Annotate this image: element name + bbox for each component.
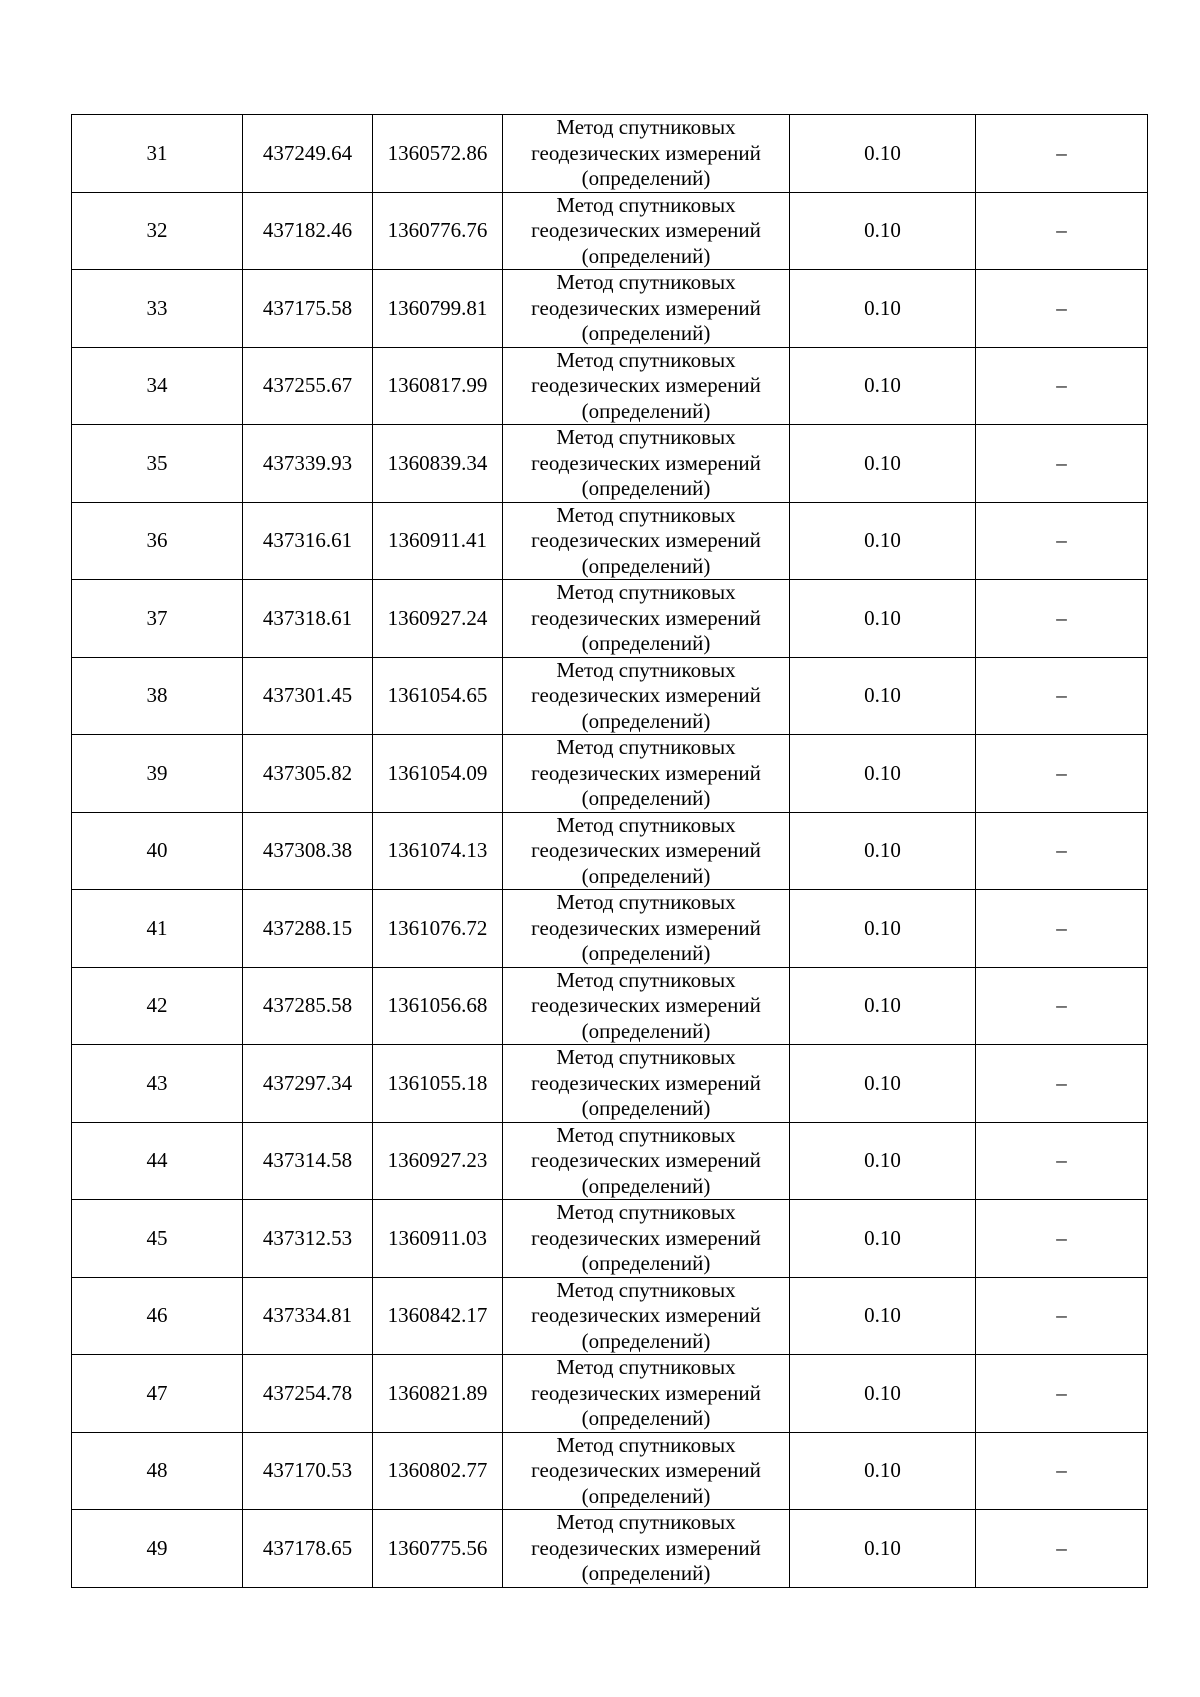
method-line: Метод спутниковых: [556, 812, 736, 837]
method-cell: [503, 192, 790, 270]
method-line: геодезических измерений: [531, 1070, 761, 1095]
accuracy-cell: 0.10: [790, 1277, 976, 1355]
method-cell: [503, 1510, 790, 1588]
method-line: Метод спутниковых: [556, 1510, 736, 1534]
coordinate-y-cell: 1361054.65: [373, 657, 503, 735]
table-row: [72, 1122, 1148, 1200]
table-row: [72, 347, 1148, 425]
table-row: [72, 1510, 1148, 1588]
method-cell: [503, 1122, 790, 1200]
description-cell: –: [976, 580, 1148, 658]
point-number-cell: 49: [72, 1510, 243, 1588]
point-number-cell: 45: [72, 1200, 243, 1278]
method-line: геодезических измерений: [531, 1458, 761, 1482]
method-line: Метод спутниковых: [556, 115, 736, 139]
table-row: [72, 1432, 1148, 1510]
method-cell: [503, 115, 790, 193]
method-line: (определений): [581, 476, 711, 500]
point-number-cell: 41: [72, 890, 243, 968]
method-line: (определений): [581, 1328, 711, 1353]
coordinate-x-cell: 437249.64: [243, 115, 373, 193]
table-row: [72, 1045, 1148, 1123]
point-number-cell: 48: [72, 1432, 243, 1510]
table-row: [72, 1355, 1148, 1433]
method-line: (определений): [581, 1251, 711, 1275]
method-line: геодезических измерений: [531, 1535, 761, 1560]
description-cell: –: [976, 735, 1148, 813]
coordinate-y-cell: 1360821.89: [373, 1355, 503, 1433]
method-line: (определений): [581, 1173, 711, 1198]
method-line: геодезических измерений: [531, 915, 761, 940]
accuracy-cell: 0.10: [790, 1510, 976, 1588]
description-cell: –: [976, 1277, 1148, 1355]
description-cell: –: [976, 1045, 1148, 1123]
method-line: Метод спутниковых: [556, 425, 736, 449]
coordinate-y-cell: 1360839.34: [373, 425, 503, 503]
accuracy-cell: 0.10: [790, 1432, 976, 1510]
method-line: геодезических измерений: [531, 838, 761, 862]
table-row: [72, 812, 1148, 890]
method-line: геодезических измерений: [531, 1303, 761, 1327]
coordinate-y-cell: 1360776.76: [373, 192, 503, 270]
table-row: [72, 580, 1148, 658]
method-line: (определений): [581, 786, 711, 810]
method-line: геодезических измерений: [531, 373, 761, 397]
coordinate-y-cell: 1360572.86: [373, 115, 503, 193]
coordinate-y-cell: 1360775.56: [373, 1510, 503, 1588]
description-cell: –: [976, 1510, 1148, 1588]
method-line: Метод спутниковых: [556, 1045, 736, 1069]
method-line: Метод спутниковых: [556, 192, 736, 217]
point-number-cell: 37: [72, 580, 243, 658]
coordinate-x-cell: 437314.58: [243, 1122, 373, 1200]
method-line: (определений): [581, 321, 711, 345]
description-cell: –: [976, 812, 1148, 890]
point-number-cell: 34: [72, 347, 243, 425]
method-line: геодезических измерений: [531, 450, 761, 475]
method-cell: [503, 1045, 790, 1123]
coordinate-x-cell: 437288.15: [243, 890, 373, 968]
coordinate-y-cell: 1361054.09: [373, 735, 503, 813]
method-line: Метод спутниковых: [556, 502, 736, 527]
description-cell: –: [976, 347, 1148, 425]
point-number-cell: 33: [72, 270, 243, 348]
table-row: [72, 502, 1148, 580]
point-number-cell: 42: [72, 967, 243, 1045]
method-line: (определений): [581, 863, 711, 888]
table-row: [72, 735, 1148, 813]
method-line: геодезических измерений: [531, 218, 761, 242]
method-line: Метод спутниковых: [556, 1200, 736, 1224]
accuracy-cell: 0.10: [790, 1355, 976, 1433]
accuracy-cell: 0.10: [790, 890, 976, 968]
accuracy-cell: 0.10: [790, 270, 976, 348]
method-line: (определений): [581, 553, 711, 578]
description-cell: –: [976, 1355, 1148, 1433]
description-cell: –: [976, 657, 1148, 735]
description-cell: –: [976, 270, 1148, 348]
accuracy-cell: 0.10: [790, 115, 976, 193]
method-line: (определений): [581, 631, 711, 655]
coordinate-y-cell: 1360927.23: [373, 1122, 503, 1200]
point-number-cell: 44: [72, 1122, 243, 1200]
coordinate-y-cell: 1361055.18: [373, 1045, 503, 1123]
accuracy-cell: 0.10: [790, 580, 976, 658]
method-line: (определений): [581, 166, 711, 190]
coordinate-x-cell: 437254.78: [243, 1355, 373, 1433]
point-number-cell: 38: [72, 657, 243, 735]
method-line: (определений): [581, 1096, 711, 1120]
method-line: Метод спутниковых: [556, 890, 736, 914]
coordinate-x-cell: 437312.53: [243, 1200, 373, 1278]
method-cell: [503, 1355, 790, 1433]
method-line: (определений): [581, 1483, 711, 1508]
method-cell: [503, 502, 790, 580]
table-row: [72, 425, 1148, 503]
accuracy-cell: 0.10: [790, 735, 976, 813]
method-cell: [503, 347, 790, 425]
coordinate-y-cell: 1361056.68: [373, 967, 503, 1045]
method-line: геодезических измерений: [531, 1380, 761, 1405]
coordinates-table: [71, 114, 1148, 1588]
method-cell: [503, 270, 790, 348]
description-cell: –: [976, 502, 1148, 580]
method-line: геодезических измерений: [531, 295, 761, 320]
coordinate-x-cell: 437318.61: [243, 580, 373, 658]
coordinate-y-cell: 1360927.24: [373, 580, 503, 658]
point-number-cell: 35: [72, 425, 243, 503]
method-line: Метод спутниковых: [556, 657, 736, 682]
method-cell: [503, 580, 790, 658]
method-cell: [503, 967, 790, 1045]
table-row: [72, 270, 1148, 348]
coordinate-x-cell: 437316.61: [243, 502, 373, 580]
method-line: геодезических измерений: [531, 1148, 761, 1172]
method-line: (определений): [581, 243, 711, 268]
point-number-cell: 31: [72, 115, 243, 193]
method-cell: [503, 1277, 790, 1355]
table-row: [72, 115, 1148, 193]
point-number-cell: 39: [72, 735, 243, 813]
coordinate-x-cell: 437297.34: [243, 1045, 373, 1123]
method-line: (определений): [581, 1406, 711, 1430]
description-cell: –: [976, 425, 1148, 503]
coordinate-x-cell: 437170.53: [243, 1432, 373, 1510]
method-line: (определений): [581, 708, 711, 733]
method-line: геодезических измерений: [531, 993, 761, 1017]
method-line: (определений): [581, 1561, 711, 1585]
method-line: геодезических измерений: [531, 1225, 761, 1250]
coordinate-x-cell: 437178.65: [243, 1510, 373, 1588]
point-number-cell: 46: [72, 1277, 243, 1355]
coordinate-y-cell: 1361074.13: [373, 812, 503, 890]
method-line: Метод спутниковых: [556, 347, 736, 372]
point-number-cell: 47: [72, 1355, 243, 1433]
coordinate-x-cell: 437175.58: [243, 270, 373, 348]
description-cell: –: [976, 192, 1148, 270]
method-cell: [503, 812, 790, 890]
coordinate-x-cell: 437182.46: [243, 192, 373, 270]
method-line: (определений): [581, 398, 711, 423]
point-number-cell: 43: [72, 1045, 243, 1123]
method-line: геодезических измерений: [531, 760, 761, 785]
description-cell: –: [976, 1122, 1148, 1200]
accuracy-cell: 0.10: [790, 657, 976, 735]
method-line: геодезических измерений: [531, 605, 761, 630]
method-cell: [503, 1200, 790, 1278]
method-line: Метод спутниковых: [556, 580, 736, 604]
accuracy-cell: 0.10: [790, 1200, 976, 1278]
coordinate-x-cell: 437339.93: [243, 425, 373, 503]
method-cell: [503, 425, 790, 503]
description-cell: –: [976, 115, 1148, 193]
method-line: Метод спутниковых: [556, 735, 736, 759]
accuracy-cell: 0.10: [790, 967, 976, 1045]
method-line: геодезических измерений: [531, 683, 761, 707]
accuracy-cell: 0.10: [790, 502, 976, 580]
method-cell: [503, 735, 790, 813]
coordinate-x-cell: 437308.38: [243, 812, 373, 890]
point-number-cell: 32: [72, 192, 243, 270]
description-cell: –: [976, 967, 1148, 1045]
method-cell: [503, 657, 790, 735]
point-number-cell: 40: [72, 812, 243, 890]
accuracy-cell: 0.10: [790, 425, 976, 503]
coordinate-y-cell: 1361076.72: [373, 890, 503, 968]
coordinate-y-cell: 1360911.03: [373, 1200, 503, 1278]
coordinate-y-cell: 1360799.81: [373, 270, 503, 348]
description-cell: –: [976, 1200, 1148, 1278]
accuracy-cell: 0.10: [790, 347, 976, 425]
description-cell: –: [976, 890, 1148, 968]
accuracy-cell: 0.10: [790, 192, 976, 270]
method-line: (определений): [581, 941, 711, 965]
table-body: [72, 115, 1148, 1588]
method-line: Метод спутниковых: [556, 967, 736, 992]
method-line: Метод спутниковых: [556, 1355, 736, 1379]
method-cell: [503, 890, 790, 968]
table-row: [72, 967, 1148, 1045]
method-line: Метод спутниковых: [556, 1122, 736, 1147]
table-row: [72, 1277, 1148, 1355]
table-row: [72, 657, 1148, 735]
coordinate-x-cell: 437334.81: [243, 1277, 373, 1355]
coordinate-y-cell: 1360802.77: [373, 1432, 503, 1510]
coordinate-x-cell: 437301.45: [243, 657, 373, 735]
coordinate-y-cell: 1360911.41: [373, 502, 503, 580]
accuracy-cell: 0.10: [790, 1122, 976, 1200]
accuracy-cell: 0.10: [790, 1045, 976, 1123]
method-line: геодезических измерений: [531, 528, 761, 552]
coordinate-y-cell: 1360817.99: [373, 347, 503, 425]
method-line: Метод спутниковых: [556, 1277, 736, 1302]
table-row: [72, 890, 1148, 968]
coordinate-y-cell: 1360842.17: [373, 1277, 503, 1355]
description-cell: –: [976, 1432, 1148, 1510]
accuracy-cell: 0.10: [790, 812, 976, 890]
method-line: (определений): [581, 1018, 711, 1043]
method-cell: [503, 1432, 790, 1510]
coordinate-x-cell: 437255.67: [243, 347, 373, 425]
method-line: геодезических измерений: [531, 140, 761, 165]
point-number-cell: 36: [72, 502, 243, 580]
coordinate-x-cell: 437285.58: [243, 967, 373, 1045]
table-row: [72, 1200, 1148, 1278]
table-row: [72, 192, 1148, 270]
method-line: Метод спутниковых: [556, 270, 736, 294]
method-line: Метод спутниковых: [556, 1432, 736, 1457]
coordinate-x-cell: 437305.82: [243, 735, 373, 813]
